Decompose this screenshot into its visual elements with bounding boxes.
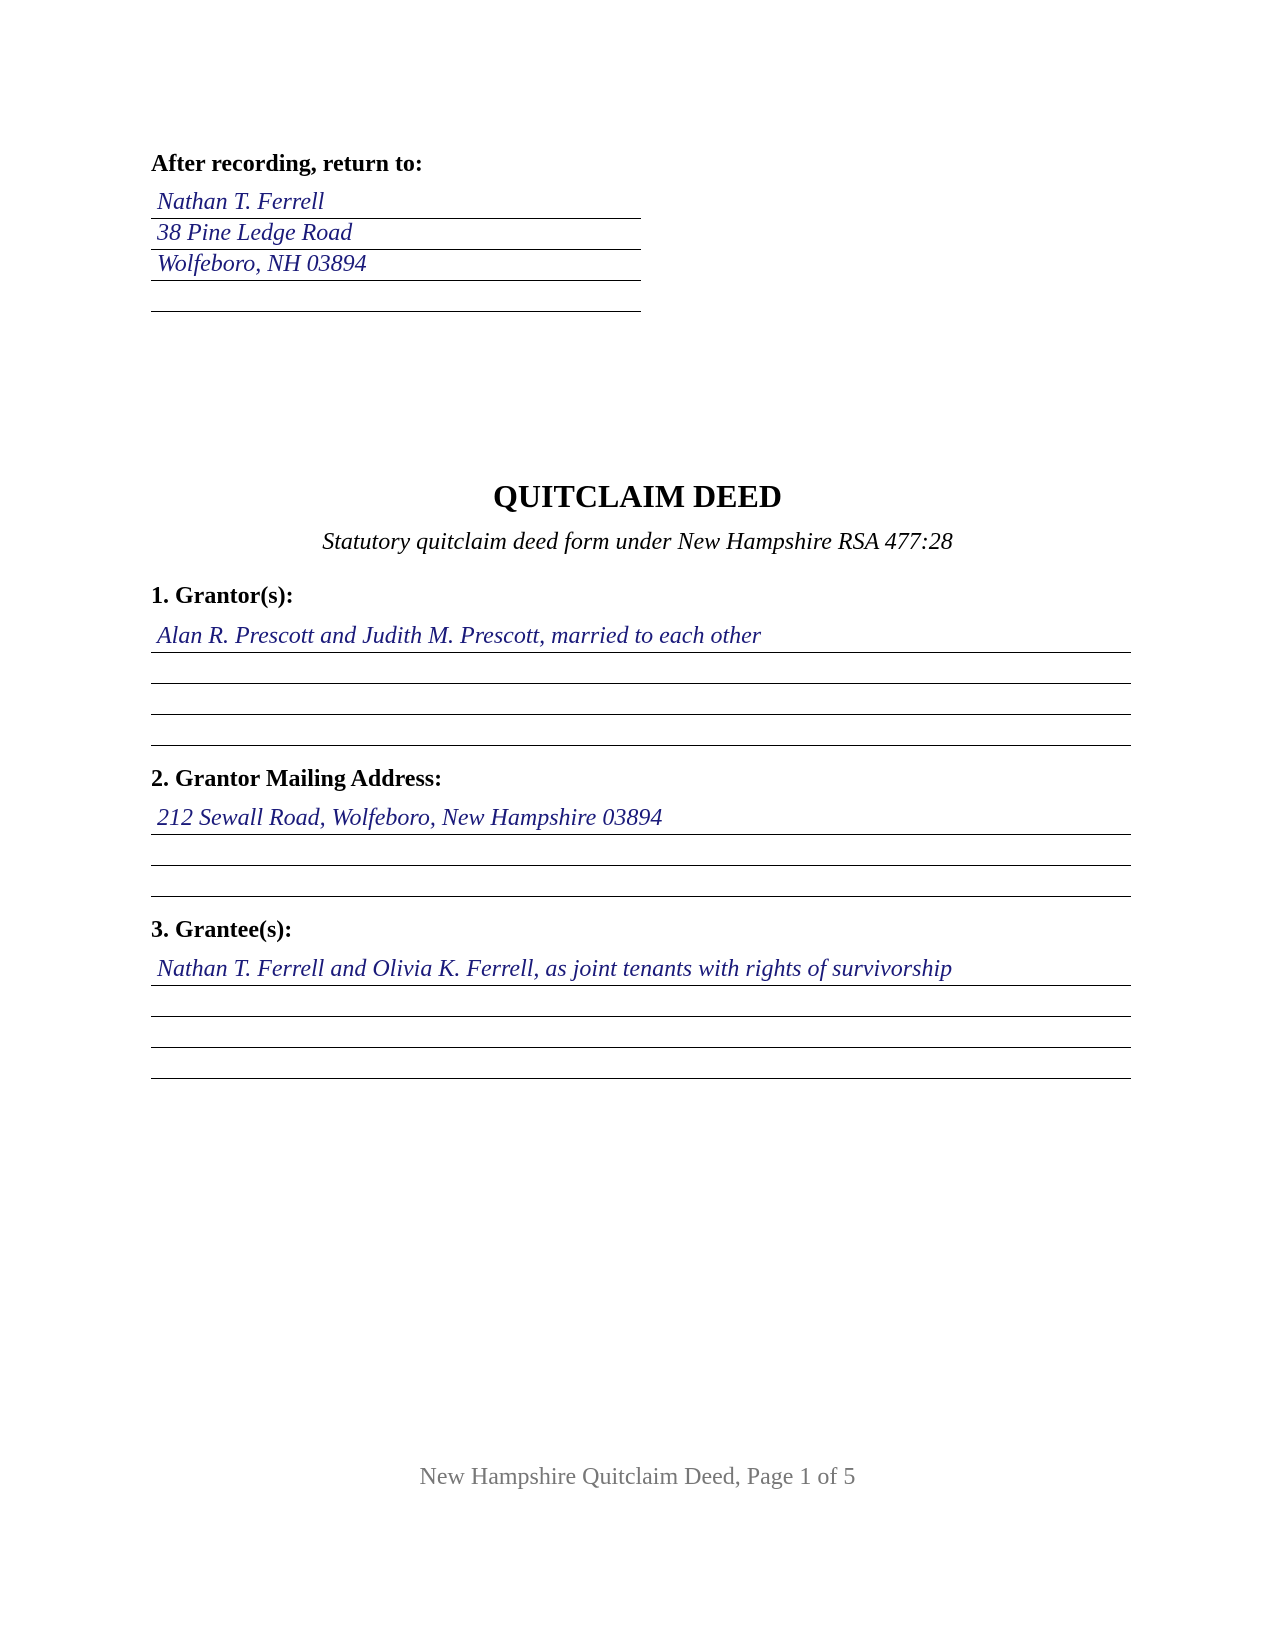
grantee-line-2[interactable]	[151, 986, 1131, 1017]
return-street-value: 38 Pine Ledge Road	[157, 220, 353, 246]
grantee-line-3[interactable]	[151, 1017, 1131, 1048]
grantor-line-3[interactable]	[151, 684, 1131, 715]
page-footer: New Hampshire Quitclaim Deed, Page 1 of 5	[419, 1464, 856, 1490]
grantor-line-2[interactable]	[151, 653, 1131, 684]
grantor-address-line-1[interactable]	[151, 804, 1131, 835]
return-city-line[interactable]	[151, 250, 641, 281]
document-title: QUITCLAIM DEED	[493, 478, 782, 514]
grantee-line-1[interactable]	[151, 955, 1131, 986]
return-name-value: Nathan T. Ferrell	[157, 189, 325, 215]
grantor-heading: 1. Grantor(s):	[151, 583, 294, 609]
grantor-address-heading: 2. Grantor Mailing Address:	[151, 766, 443, 792]
return-name-line[interactable]	[151, 188, 641, 219]
grantor-line-1[interactable]	[151, 622, 1131, 653]
return-city-value: Wolfeboro, NH 03894	[157, 251, 367, 277]
grantor-address-line-2[interactable]	[151, 835, 1131, 866]
grantor-line-4[interactable]	[151, 715, 1131, 746]
return-street-line[interactable]	[151, 219, 641, 250]
grantor-value: Alan R. Prescott and Judith M. Prescott, married to each other	[157, 623, 762, 649]
grantee-heading: 3. Grantee(s):	[151, 917, 293, 943]
grantee-value: Nathan T. Ferrell and Olivia K. Ferrell, as joint tenants with rights of survivorship	[157, 956, 953, 982]
return-extra-line[interactable]	[151, 281, 641, 312]
return-to-heading: After recording, return to:	[151, 151, 423, 177]
grantor-address-line-3[interactable]	[151, 866, 1131, 897]
grantee-line-4[interactable]	[151, 1048, 1131, 1079]
document-subtitle: Statutory quitclaim deed form under New Hampshire RSA 477:28	[322, 529, 953, 555]
grantor-address-value: 212 Sewall Road, Wolfeboro, New Hampshire 03894	[157, 805, 663, 831]
